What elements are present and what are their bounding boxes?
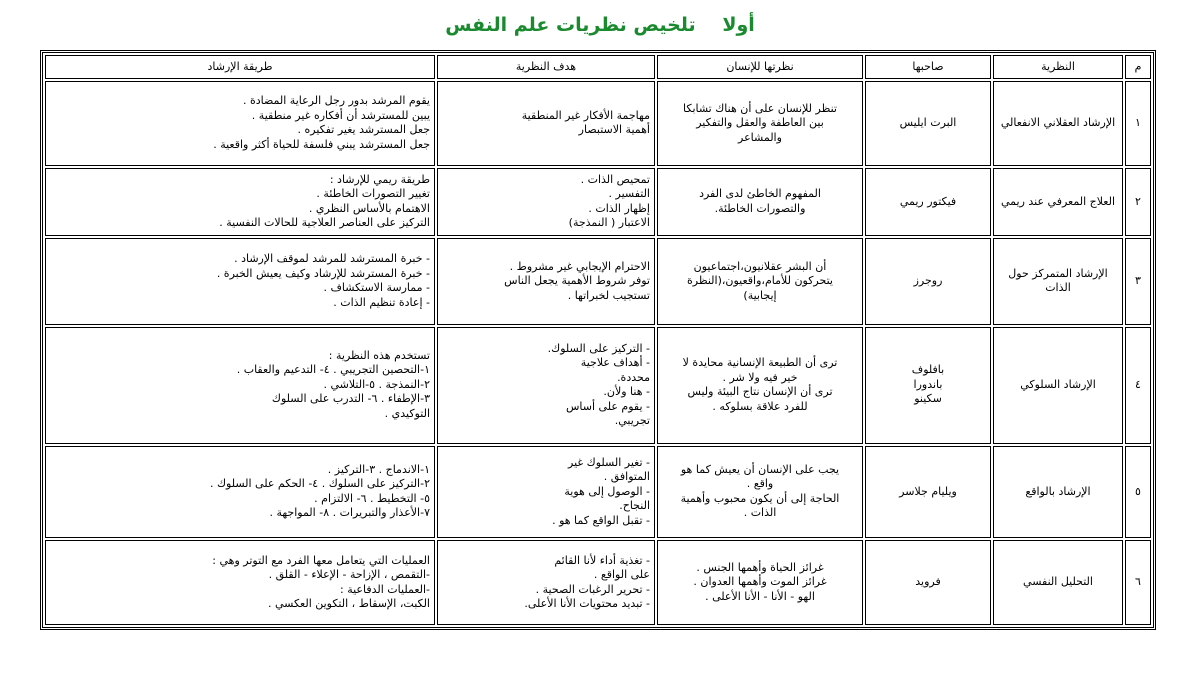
cell-view-line: ترى أن الإنسان نتاج البيئة وليس	[687, 385, 833, 399]
cell-author-line: باندورا	[913, 377, 943, 391]
table-row	[45, 168, 1151, 237]
cell-view-line: الحاجة إلى أن يكون محبوب وأهمية	[680, 491, 840, 505]
cell-view-line: خير فيه ولا شر .	[722, 370, 798, 384]
cell-theory	[993, 168, 1123, 237]
cell-method	[45, 238, 435, 325]
cell-goal-line: تجريبي.	[614, 414, 650, 428]
cell-goal-line: - تقبل الواقع كما هو .	[552, 513, 650, 527]
cell-theory-line: الإرشاد بالواقع	[1025, 484, 1091, 498]
cell-method-line: تستخدم هذه النظرية :	[328, 348, 430, 362]
cell-method-line: ٢-التركيز على السلوك . ٤- الحكم على السلوك .	[209, 477, 430, 491]
cell-method-line: الاهتمام بالأساس النظري .	[308, 201, 430, 215]
cell-goal	[437, 540, 655, 625]
cell-method	[45, 327, 435, 444]
cell-goal-line: الاحترام الإيجابي غير مشروط .	[509, 259, 650, 273]
cell-view-line: غرائز الحياة وأهمها الجنس .	[696, 560, 824, 574]
header-goal: هدف النظرية	[437, 55, 655, 79]
cell-view-line: واقع .	[746, 477, 774, 491]
cell-view-line: المفهوم الخاطئ لدى الفرد	[699, 187, 821, 201]
cell-author	[865, 540, 991, 625]
title-main: تلخيص نظريات علم النفس	[445, 14, 696, 36]
theories-table-frame	[40, 50, 1156, 630]
cell-theory-line: التحليل النفسي	[1023, 575, 1093, 589]
cell-goal-line: الاعتبار ( النمذجة)	[568, 216, 650, 230]
header-num: م	[1125, 55, 1151, 79]
cell-goal	[437, 238, 655, 325]
cell-author-line: روجرز	[913, 274, 943, 288]
cell-num: ٥	[1125, 446, 1151, 539]
page-title	[0, 14, 1200, 36]
header-view: نظرتها للإنسان	[657, 55, 863, 79]
cell-method-line: -التقمص ، الإزاحة - الإعلاء - القلق .	[268, 568, 430, 582]
cell-num: ٤	[1125, 327, 1151, 444]
cell-theory-line: الإرشاد العقلاني الانفعالي	[1000, 116, 1116, 130]
cell-method-line: جعل المسترشد يغير تفكيره .	[297, 123, 430, 137]
cell-view	[657, 168, 863, 237]
header-method: طريقة الإرشاد	[45, 55, 435, 79]
cell-method-line: - خبرة المسترشد للمرشد لموقف الإرشاد .	[234, 252, 430, 266]
cell-goal-line: تستجيب لخبراتها .	[567, 288, 650, 302]
table-row	[45, 238, 1151, 325]
cell-goal	[437, 446, 655, 539]
header-author: صاحبها	[865, 55, 991, 79]
table-row	[45, 540, 1151, 625]
cell-author-line: بافلوف	[911, 363, 945, 377]
cell-num: ٦	[1125, 540, 1151, 625]
cell-view-line: إيجابية)	[743, 288, 777, 302]
cell-method-line: ٧-الأعذار والتبريرات . ٨- المواجهة .	[269, 506, 430, 520]
cell-method-line: ١-التحصين التجريبي . ٤- التدعيم والعقاب .	[236, 363, 430, 377]
cell-method-line: التركيز على العناصر العلاجية للحالات النفسية .	[219, 216, 430, 230]
cell-method	[45, 168, 435, 237]
cell-goal-line: - التركيز على السلوك.	[547, 341, 650, 355]
cell-goal-line: - تبديد محتويات الأنا الأعلى.	[524, 597, 650, 611]
cell-author-line: البرت ايليس	[899, 116, 957, 130]
cell-method-line: الكبت، الإسقاط ، التكوين العكسي .	[267, 597, 430, 611]
cell-author	[865, 81, 991, 166]
cell-goal-line: تمحيص الذات .	[580, 172, 650, 186]
cell-author-line: فرويد	[915, 575, 941, 589]
cell-method-line: التوكيدي .	[384, 406, 430, 420]
cell-view-line: ترى أن الطبيعة الإنسانية محايدة لا	[682, 356, 838, 370]
cell-goal-line: - يقوم على أساس	[565, 399, 650, 413]
cell-view-line: أن البشر عقلانيون،اجتماعيون	[693, 259, 827, 273]
header-row	[45, 55, 1151, 79]
table-row	[45, 446, 1151, 539]
cell-method-line: - ممارسة الاستكشاف .	[323, 281, 430, 295]
cell-num: ٣	[1125, 238, 1151, 325]
header-theory: النظرية	[993, 55, 1123, 79]
cell-author	[865, 238, 991, 325]
cell-theory-line: الذات	[1045, 281, 1071, 295]
cell-view-line: بين العاطفة والعقل والتفكير	[696, 116, 824, 130]
cell-method-line: -العمليات الدفاعية :	[340, 582, 430, 596]
cell-method	[45, 540, 435, 625]
cell-goal-line: المتوافق .	[603, 470, 650, 484]
cell-author	[865, 446, 991, 539]
cell-goal	[437, 168, 655, 237]
cell-theory	[993, 238, 1123, 325]
cell-view-line: يتحركون للأمام،واقعيون،(النظرة	[686, 274, 833, 288]
cell-goal-line: - تغذية أداء لأنا القائم	[554, 553, 650, 567]
cell-view	[657, 540, 863, 625]
cell-goal-line: - تغير السلوك غير	[568, 455, 650, 469]
cell-method-line: يبين للمسترشد أن أفكاره غير منطقية .	[251, 108, 430, 122]
cell-theory	[993, 81, 1123, 166]
cell-goal-line: - تحرير الرغبات الصحية .	[535, 582, 650, 596]
cell-view-line: يجب على الإنسان أن يعيش كما هو	[680, 462, 840, 476]
cell-goal-line: محددة.	[617, 370, 650, 384]
cell-method	[45, 81, 435, 166]
cell-theory	[993, 327, 1123, 444]
cell-goal-line: على الواقع .	[593, 568, 650, 582]
cell-goal-line: مهاجمة الأفكار غير المنطقية	[521, 108, 650, 122]
cell-goal-line: - أهداف علاجية	[580, 356, 650, 370]
cell-author	[865, 327, 991, 444]
cell-method-line: طريقة ريمي للإرشاد :	[329, 172, 430, 186]
cell-method-line: ٢-النمذجة . ٥-التلاشي .	[323, 377, 430, 391]
cell-theory-line: الإرشاد السلوكي	[1020, 377, 1096, 391]
cell-goal-line: توفر شروط الأهمية يجعل الناس	[504, 274, 650, 288]
cell-method-line: ٣-الإطفاء . ٦- التدرب على السلوك	[271, 392, 430, 406]
theories-table	[43, 53, 1153, 627]
cell-goal-line: أهمية الاستبصار	[578, 123, 650, 137]
cell-method-line: يقوم المرشد بدور رجل الرعاية المضادة .	[243, 94, 430, 108]
cell-goal-line: النجاح.	[619, 499, 650, 513]
cell-view-line: الهو - الأنا - الأنا الأعلى .	[705, 589, 815, 603]
cell-view	[657, 446, 863, 539]
table-row	[45, 81, 1151, 166]
cell-author-line: سكينو	[914, 392, 942, 406]
cell-method-line: - إعادة تنظيم الذات .	[333, 295, 430, 309]
cell-view	[657, 327, 863, 444]
cell-author	[865, 168, 991, 237]
cell-num: ٢	[1125, 168, 1151, 237]
cell-method-line: - خبرة المسترشد للإرشاد وكيف يعيش الخبرة .	[216, 266, 430, 280]
cell-goal-line: - الوصول إلى هوية	[564, 484, 650, 498]
cell-method-line: ٥- التخطيط . ٦- الالتزام .	[314, 491, 430, 505]
cell-goal	[437, 327, 655, 444]
cell-method	[45, 446, 435, 539]
cell-view	[657, 81, 863, 166]
cell-goal-line: التفسير .	[608, 187, 650, 201]
cell-method-line: العمليات التي يتعامل معها الفرد مع التوتر وهي :	[212, 553, 430, 567]
cell-method-line: تغيير التصورات الخاطئة .	[316, 187, 430, 201]
cell-theory-line: العلاج المعرفي عند ريمي	[1001, 194, 1115, 208]
cell-goal-line: - هنا ولأن.	[603, 385, 650, 399]
table-body	[45, 81, 1151, 625]
cell-theory	[993, 540, 1123, 625]
cell-theory	[993, 446, 1123, 539]
cell-author-line: فيكتور ريمي	[899, 194, 957, 208]
cell-author-line: ويليام جلاسر	[899, 484, 957, 498]
cell-goal	[437, 81, 655, 166]
cell-view-line: الذات .	[743, 506, 777, 520]
cell-view-line: غرائز الموت وأهمها العدوان .	[693, 575, 827, 589]
cell-num: ١	[1125, 81, 1151, 166]
cell-view	[657, 238, 863, 325]
cell-view-line: والتصورات الخاطئة.	[714, 201, 806, 215]
cell-method-line: جعل المسترشد يبني فلسفة للحياة أكثر واقعية .	[213, 137, 430, 151]
cell-goal-line: إظهار الذات .	[588, 201, 650, 215]
table-row	[45, 327, 1151, 444]
cell-method-line: ١-الاندماج . ٣-التركيز .	[327, 462, 430, 476]
cell-view-line: تنظر للإنسان على أن هناك تشابكا	[683, 101, 837, 115]
title-prefix: أولا	[722, 14, 755, 36]
cell-view-line: والمشاعر	[738, 130, 782, 144]
cell-view-line: للفرد علاقة بسلوكه .	[712, 399, 808, 413]
cell-theory-line: الإرشاد المتمركز حول	[1008, 266, 1108, 280]
